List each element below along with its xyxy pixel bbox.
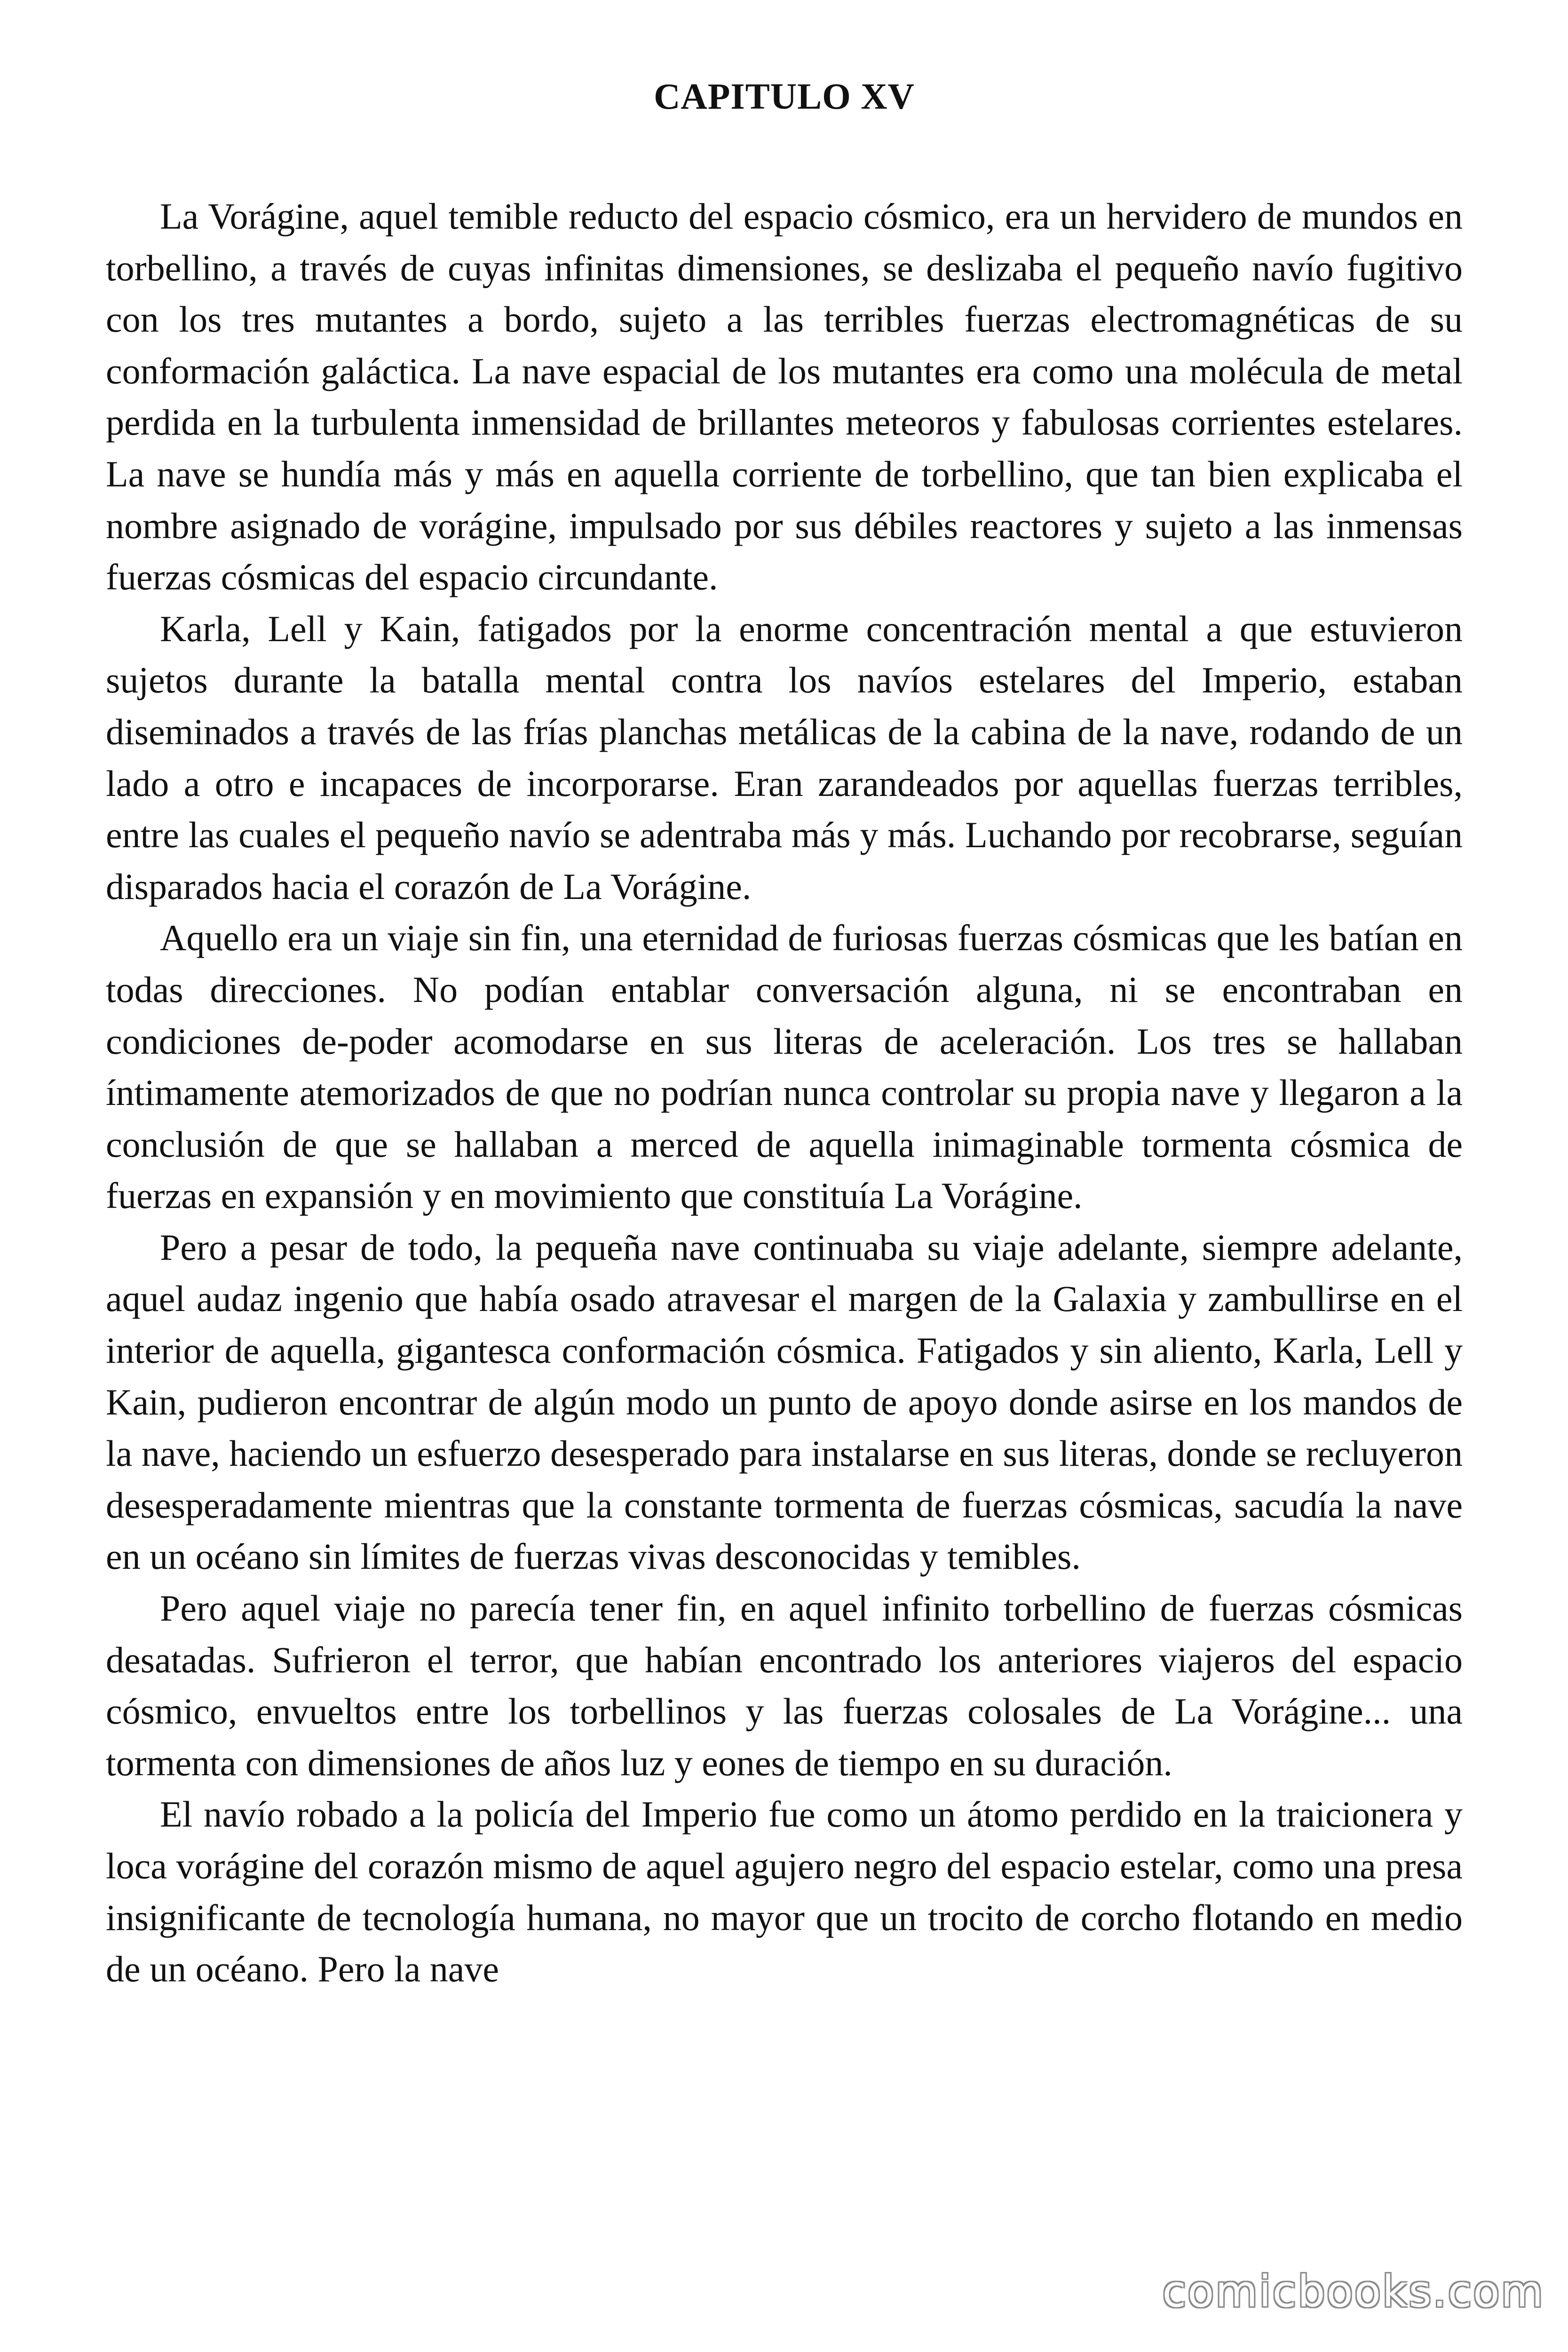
paragraph-2: Karla, Lell y Kain, fatigados por la enorme concentración mental a que estuvieron sujetos durante la batalla mental contra los navíos estelares del Imperio, estaban diseminados a través de las frías planchas metálicas de la cabina de la nave, rodando de un lado a otro e incapaces de incorporarse. Eran zarandeados por aquellas fuerzas terribles, entre las cuales el pequeño navío se adentraba más y más. Luchando por recobrarse, seguían disparados hacia el corazón de La Vorágine. — [106, 608, 1463, 907]
paragraph-6: El navío robado a la policía del Imperio fue como un átomo perdido en la traicionera y loca vorágine del corazón mismo de aquel agujero negro del espacio estelar, como una presa insignificante de tecnología humana, no mayor que un trocito de corcho flotando en medio de un océano. Pero la nave — [106, 1794, 1463, 1990]
chapter-title: CAPITULO XV — [654, 76, 915, 117]
watermark: comicbooks.com — [1162, 2266, 1544, 2317]
paragraph-1: La Vorágine, aquel temible reducto del espacio cósmico, era un hervidero de mundos en torbellino, a través de cuyas infinitas dimensiones, se deslizaba el pequeño navío fugitivo con los tres mutantes a bordo, sujeto a las terribles fuerzas electromagnéticas de su conformación galáctica. La nave espacial de los mutantes era como una molécula de metal perdida en la turbulenta inmensidad de brillantes meteoros y fabulosas corrientes estelares. La nave se hundía más y más en aquella corriente de torbellino, que tan bien explicaba el nombre asignado de vorágine, impulsado por sus débiles reactores y sujeto a las inmensas fuerzas cósmicas del espacio circundante. — [106, 196, 1463, 598]
paragraph-3: Aquello era un viaje sin fin, una eternidad de furiosas fuerzas cósmicas que les batían en todas direcciones. No podían entablar conversación alguna, ni se encontraban en condiciones de-poder acomodarse en sus literas de aceleración. Los tres se hallaban íntimamente atemorizados de que no podrían nunca controlar su propia nave y llegaron a la conclusión de que se hallaban a merced de aquella inimaginable tormenta cósmica de fuerzas en expansión y en movimiento que constituía La Vorágine. — [106, 917, 1463, 1216]
paragraph-4: Pero a pesar de todo, la pequeña nave continuaba su viaje adelante, siempre adelante, aquel audaz ingenio que había osado atravesar el margen de la Galaxia y zambullirse en el interior de aquella, gigantesca conformación cósmica. Fatigados y sin aliento, Karla, Lell y Kain, pudieron encontrar de algún modo un punto de apoyo donde asirse en los mandos de la nave, haciendo un esfuerzo desesperado para instalarse en sus literas, donde se recluyeron desesperadamente mientras que la constante tormenta de fuerzas cósmicas, sacudía la nave en un océano sin límites de fuerzas vivas desconocidas y temibles. — [106, 1226, 1463, 1577]
book-page — [106, 61, 1463, 1995]
paragraph-5: Pero aquel viaje no parecía tener fin, en aquel infinito torbellino de fuerzas cósmicas desatadas. Sufrieron el terror, que habían encontrado los anteriores viajeros del espacio cósmico, envueltos entre los torbellinos y las fuerzas colosales de La Vorágine... una tormenta con dimensiones de años luz y eones de tiempo en su duración. — [106, 1588, 1463, 1783]
